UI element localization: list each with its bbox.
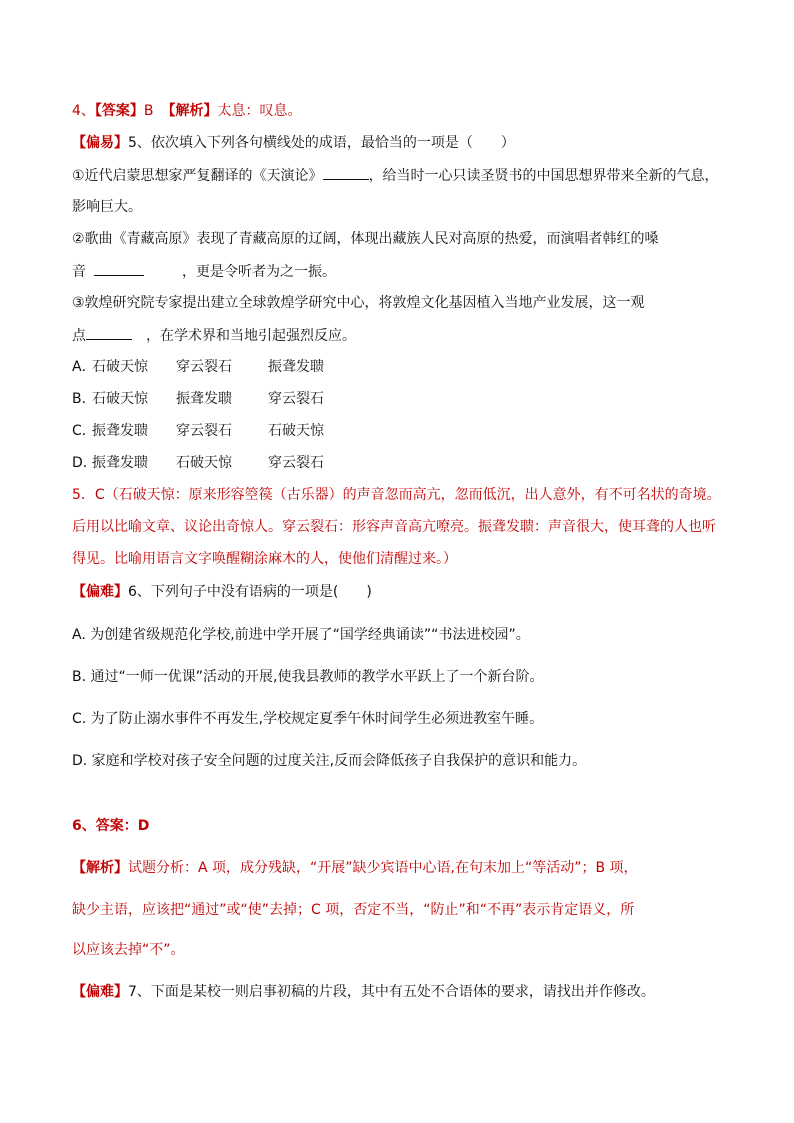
q6-stem: 6、下列句子中没有语病的一项是( ) [128, 584, 372, 600]
option-item: 振聋发聩 [176, 391, 232, 407]
q4-analysis-tag: 【解析】 [161, 103, 218, 119]
q5-answer-line-1: 5．C（石破天惊：原来形容箜篌（古乐器）的声音忽而高亢，忽而低沉，出人意外，有不可名状的奇境。 [72, 487, 721, 503]
q5-s2-blank [94, 261, 144, 276]
q4-analysis-text: 太息：叹息。 [217, 103, 302, 119]
q5-sentence1-cont [72, 197, 142, 217]
q7-stem-line [72, 982, 655, 1002]
q5-s2-part-b: 音 [72, 264, 86, 280]
q5-sentence2-cont [72, 261, 336, 282]
option-item: 穿云裂石 [268, 455, 324, 471]
option-item: 振聋发聩 [92, 455, 148, 471]
option-label: C． [72, 423, 96, 439]
option-item: 石破天惊 [92, 359, 148, 375]
q4-answer-line [72, 101, 302, 121]
q4-number: 4、 [72, 103, 95, 119]
q5-level-tag: 【偏易】 [72, 135, 128, 151]
option-item: 振聋发聩 [268, 359, 324, 375]
q6-stem-line [72, 582, 372, 602]
q6-analysis-text-1: 试题分析：A 项，成分残缺，“开展”缺少宾语中心语,在句末加上“等活动”；B 项， [128, 860, 638, 876]
q5-s1-part-c: 影响巨大。 [72, 199, 142, 215]
q5-option-c [72, 421, 324, 441]
q5-answer-line-2: 后用以比喻文章、议论出奇惊人。穿云裂石：形容声音高亢嘹亮。振聋发聩：声音很大，使耳聋的人也听 [72, 519, 716, 535]
q5-s1-part-b: ，给当时一心只读圣贤书的中国思想界带来全新的气息， [368, 168, 719, 184]
option-item: 石破天惊 [92, 391, 148, 407]
q6-level-tag: 【偏难】 [72, 584, 128, 600]
q6-analysis-line-3: 以应该去掉“不”。 [72, 942, 185, 958]
q5-s2-part-c: ，更是令听者为之一振。 [182, 264, 336, 280]
q7-stem: 7、下面是某校一则启事初稿的片段，其中有五处不合语体的要求，请找出并作修改。 [128, 984, 655, 1000]
option-item: 石破天惊 [268, 423, 324, 439]
q5-s3-part-b: 点 [72, 328, 86, 344]
q5-s3-part-a: ③敦煌研究院专家提出建立全球敦煌学研究中心，将敦煌文化基因植入当地产业发展，这一观 [72, 295, 645, 311]
q6-analysis-tag: 【解析】 [72, 860, 128, 876]
q5-stem: 5、依次填入下列各句横线处的成语，最恰当的一项是（ ） [128, 135, 515, 151]
q7-level-tag: 【偏难】 [72, 984, 128, 1000]
q5-s3-blank [86, 325, 132, 340]
q4-answer-value: B [143, 103, 154, 119]
option-item: 石破天惊 [176, 455, 232, 471]
q6-analysis-line-2: 缺少主语，应该把“通过”或“使”去掉；C 项，否定不当，“防止”和“不再”表示肯定语义，所 [72, 902, 635, 918]
option-label: B． [72, 391, 96, 407]
q5-sentence2-line [72, 229, 659, 249]
q5-sentence3-cont [72, 325, 356, 346]
option-item: 穿云裂石 [176, 359, 232, 375]
q5-option-a [72, 357, 324, 377]
option-item: 穿云裂石 [176, 423, 232, 439]
option-item: 振聋发聩 [92, 423, 148, 439]
q5-s1-blank [323, 165, 369, 180]
option-item: 穿云裂石 [268, 391, 324, 407]
q6-option-d: D. 家庭和学校对孩子安全问题的过度关注,反而会降低孩子自我保护的意识和能力。 [72, 753, 587, 769]
q5-sentence1-line [72, 165, 719, 186]
q5-option-d [72, 453, 324, 473]
q6-analysis-line-1 [72, 858, 638, 878]
q5-sentence3-line [72, 293, 645, 313]
q6-option-c: C. 为了防止溺水事件不再发生,学校规定夏季午休时间学生必须进教室午睡。 [72, 711, 544, 727]
option-label: D． [72, 455, 97, 471]
q5-option-b [72, 389, 324, 409]
option-label: A． [72, 359, 96, 375]
q4-answer-tag: 【答案】 [94, 103, 144, 119]
q6-option-b: B. 通过“一师一优课”活动的开展,使我县教师的教学水平跃上了一个新台阶。 [72, 669, 544, 685]
q5-s1-part-a: ①近代启蒙思想家严复翻译的《天演论》 [72, 168, 323, 184]
q6-answer: 6、答案：D [72, 818, 150, 834]
q6-option-a: A. 为创建省级规范化学校,前进中学开展了“国学经典诵读”“书法进校园”。 [72, 627, 530, 643]
q5-s3-part-c: ，在学术界和当地引起强烈反应。 [146, 328, 356, 344]
q5-s2-part-a: ②歌曲《青藏高原》表现了青藏高原的辽阔，体现出藏族人民对高原的热爱，而演唱者韩红的嗓 [72, 231, 659, 247]
q5-stem-line [72, 133, 515, 153]
q5-answer-line-3: 得见。比喻用语言文字唤醒糊涂麻木的人，使他们清醒过来。） [72, 551, 457, 567]
